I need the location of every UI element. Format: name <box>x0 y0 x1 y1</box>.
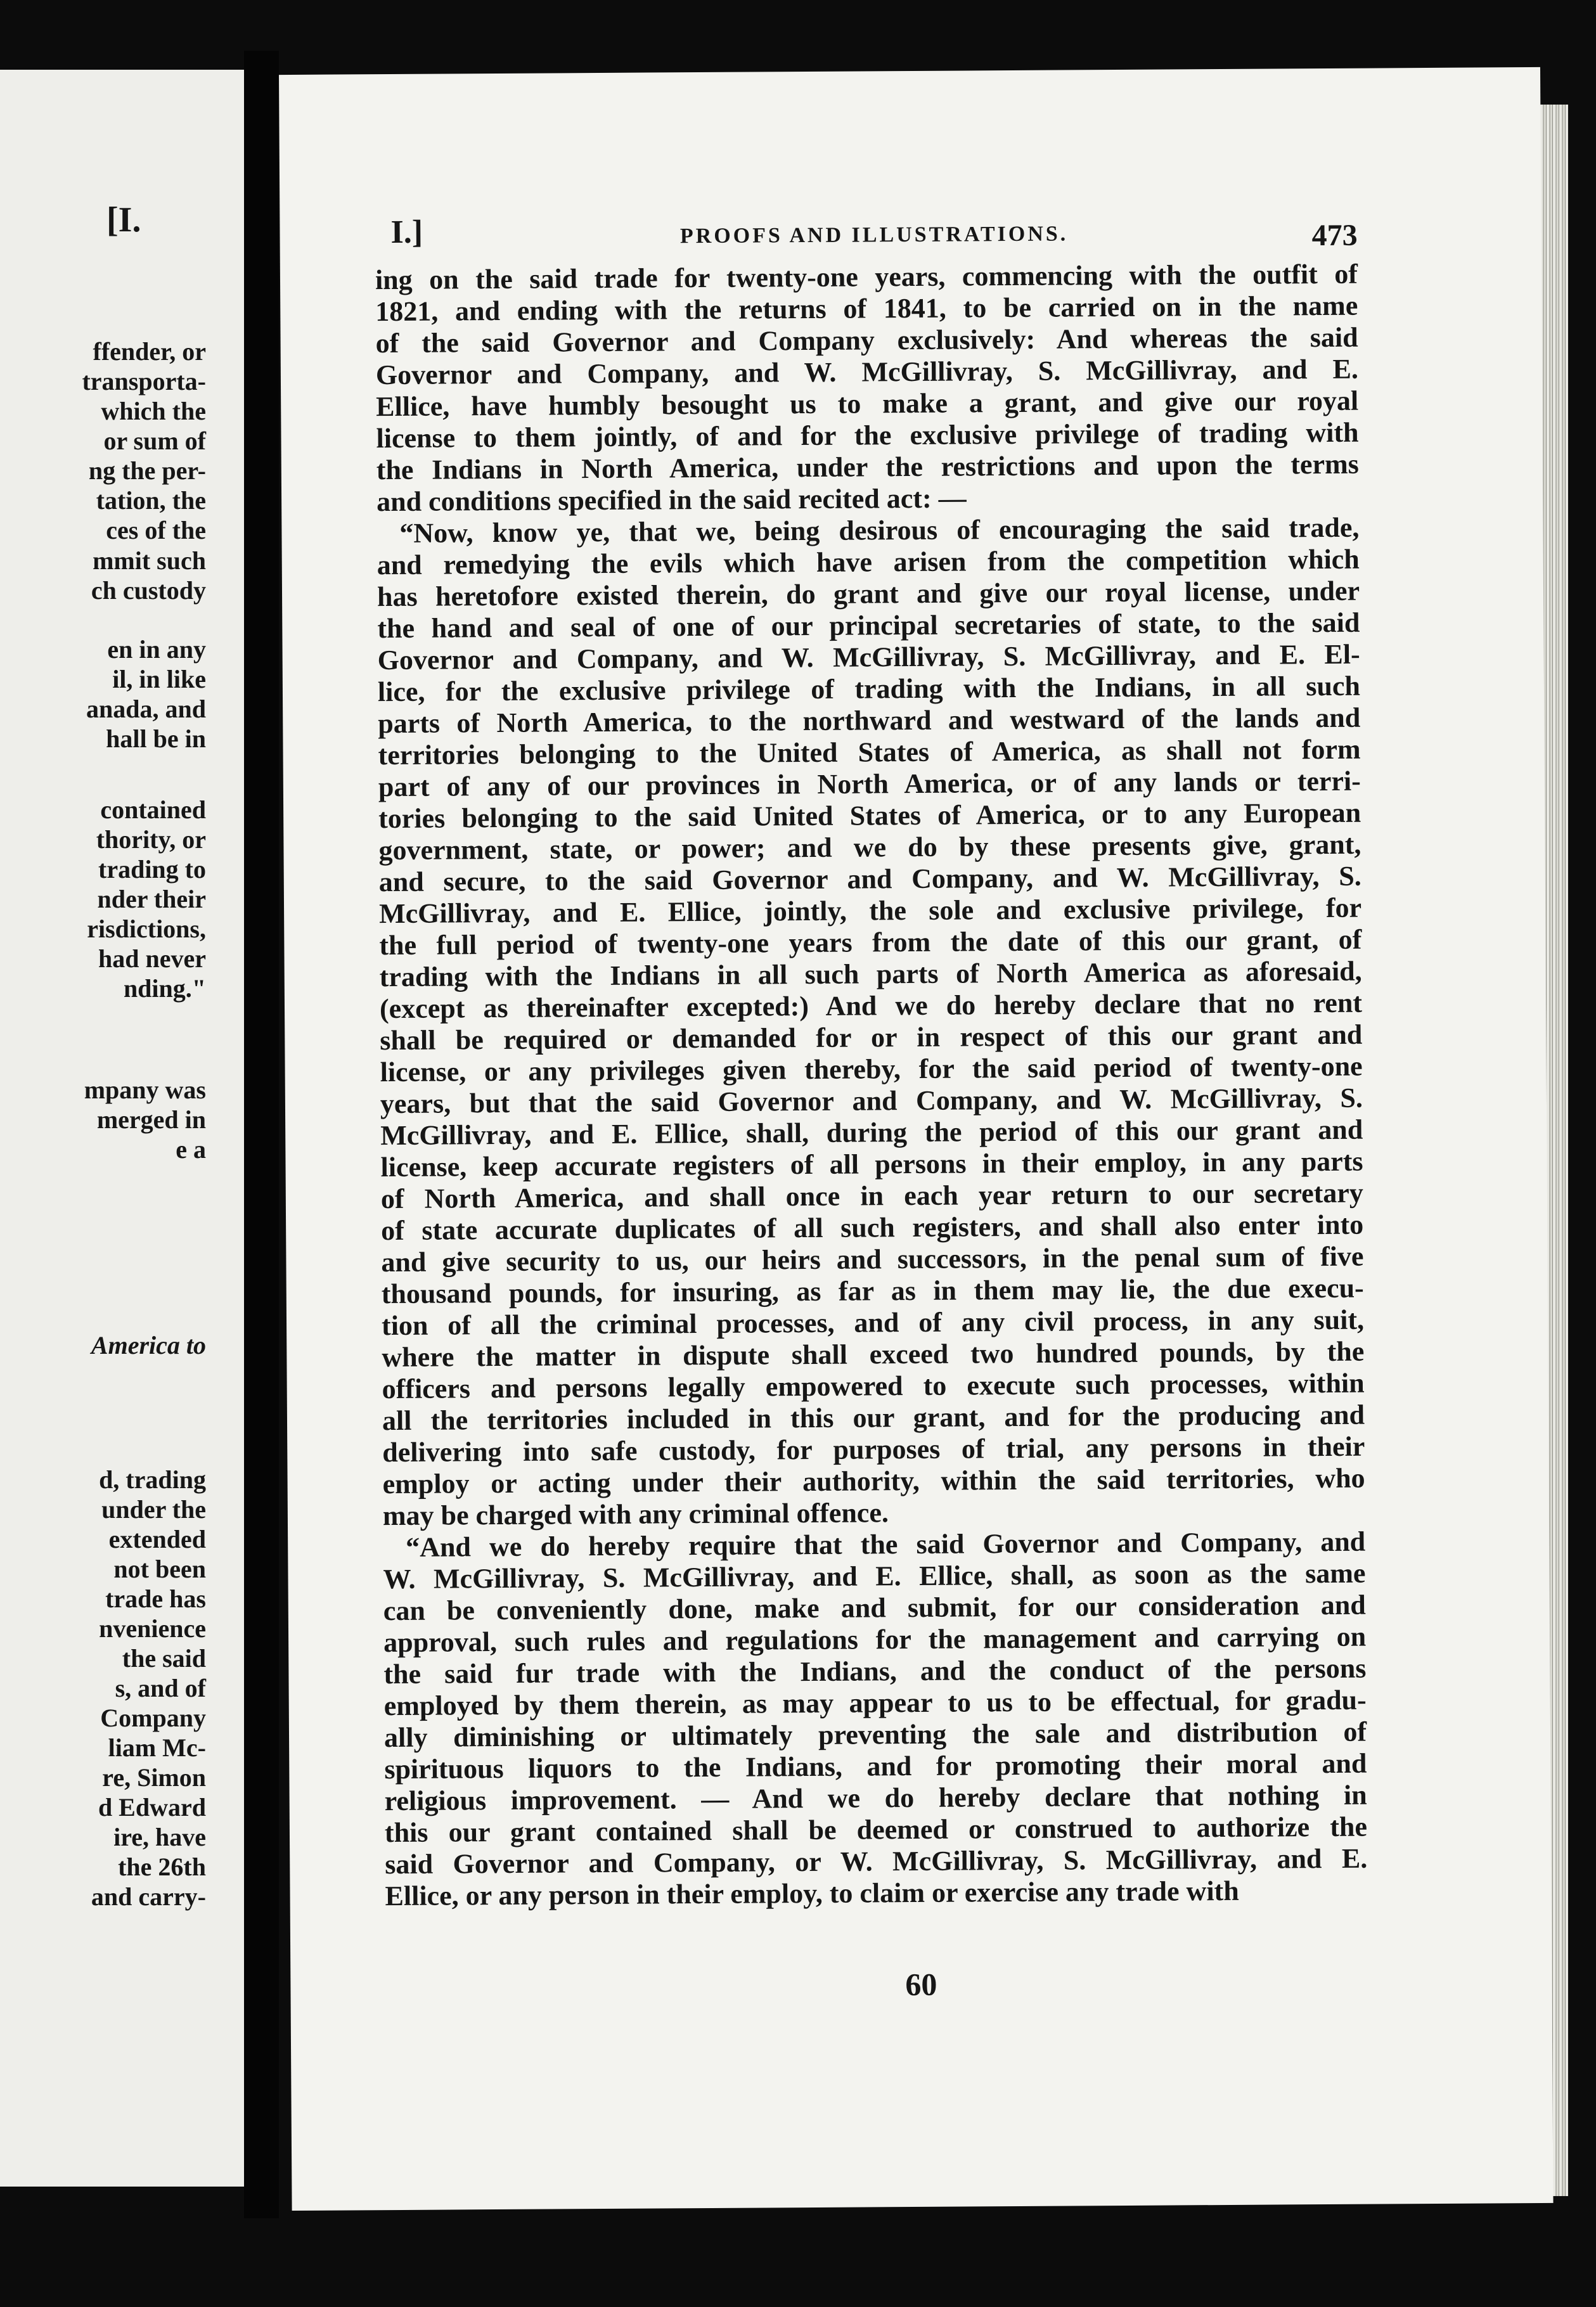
text-line: McGillivray, and E. Ellice, shall, during the period of this our grant and <box>380 1114 1363 1152</box>
text-line: ally diminishing or ultimately preventing the sale and distribution of <box>383 1716 1367 1754</box>
facing-page-line: risdictions, <box>87 915 206 943</box>
text-line: license, keep accurate registers of all persons in their employ, in any parts <box>380 1145 1363 1183</box>
text-line: Ellice, have humbly besought us to make a grant, and give our royal <box>376 385 1359 423</box>
text-line: said Governor and Company, or W. McGillivray, S. McGillivray, and E. <box>385 1842 1368 1880</box>
text-line: of the said Governor and Company exclusively: And whereas the said <box>375 321 1358 359</box>
facing-page-line: nder their <box>97 885 206 913</box>
book-page <box>279 67 1554 2211</box>
text-line: thousand pounds, for insuring, as far as in them may lie, the due execu- <box>381 1272 1364 1310</box>
facing-page-line: nding." <box>123 974 206 1003</box>
text-line: where the matter in dispute shall exceed two hundred pounds, by the <box>382 1335 1365 1373</box>
text-line: “And we do hereby require that the said Governor and Company, and <box>406 1526 1366 1563</box>
facing-page-line: e a <box>176 1135 206 1164</box>
running-title: PROOFS AND ILLUSTRATIONS. <box>679 222 1069 248</box>
text-line: religious improvement. — And we do hereby declare that nothing in <box>384 1779 1367 1817</box>
facing-page-line: re, Simon <box>102 1763 206 1792</box>
facing-page-line: d Edward <box>98 1793 206 1822</box>
text-line: can be conveniently done, make and submit, for our consideration and <box>383 1589 1366 1627</box>
text-line: may be charged with any criminal offence. <box>382 1497 889 1532</box>
facing-page-line: en in any <box>107 635 206 664</box>
facing-page-line: ch custody <box>91 576 206 605</box>
facing-page-line: s, and of <box>115 1674 206 1702</box>
facing-page-line: contained <box>100 795 206 824</box>
facing-page-line: America to <box>91 1331 206 1359</box>
facing-page-line: trade has <box>105 1584 206 1613</box>
text-line: this our grant contained shall be deemed or construed to authorize the <box>384 1811 1368 1849</box>
facing-page-line: transporta- <box>82 367 206 395</box>
text-line: officers and persons legally empowered to execute such processes, within <box>382 1367 1365 1405</box>
facing-page-text <box>0 70 244 2187</box>
text-line: the Indians in North America, under the restrictions and upon the terms <box>376 448 1359 486</box>
facing-page-line: hall be in <box>106 724 206 753</box>
text-line: and remedying the evils which have arisen from the competition which <box>376 543 1360 581</box>
facing-page-line: tation, the <box>96 486 206 515</box>
text-line: shall be required or demanded for or in respect of this our grant and <box>380 1019 1363 1057</box>
text-line: delivering into safe custody, for purposes of trial, any persons in their <box>382 1430 1365 1468</box>
text-line: years, but that the said Governor and Company, and W. McGillivray, S. <box>380 1082 1363 1120</box>
section-marker: I.] <box>390 214 423 251</box>
text-line: Governor and Company, and W. McGillivray, S. McGillivray, and E. El- <box>377 638 1360 676</box>
facing-page-line: ire, have <box>113 1823 206 1851</box>
text-line: of state accurate duplicates of all such registers, and shall also enter into <box>381 1209 1364 1247</box>
text-line: spirituous liquors to the Indians, and for promoting their moral and <box>384 1747 1367 1785</box>
facing-page-line: which the <box>101 397 206 425</box>
text-line: license, or any privileges given thereby, for the said period of twenty-one <box>380 1050 1363 1088</box>
text-line: approval, such rules and regulations for the management and carrying on <box>383 1621 1367 1659</box>
facing-page-line: thority, or <box>96 825 206 854</box>
facing-page-line: or sum of <box>103 427 206 455</box>
text-line: employed by them therein, as may appear to us to be effectual, for gradu- <box>383 1684 1367 1722</box>
text-line: and secure, to the said Governor and Company, and W. McGillivray, S. <box>378 860 1361 898</box>
text-line: 1821, and ending with the returns of 1841, to be carried on in the name <box>375 290 1358 328</box>
facing-page-line: trading to <box>98 855 206 884</box>
facing-page-line: liam Mc- <box>108 1733 206 1762</box>
text-line: and give security to us, our heirs and successors, in the penal sum of five <box>381 1240 1364 1278</box>
facing-page-line: d, trading <box>99 1465 206 1494</box>
text-line: government, state, or power; and we do by these presents give, grant, <box>378 828 1361 866</box>
facing-page-line: not been <box>113 1555 206 1583</box>
text-line: lice, for the exclusive privilege of trading with the Indians, in all such <box>377 670 1361 708</box>
facing-page-line: and carry- <box>91 1882 206 1911</box>
facing-page-line: ng the per- <box>88 456 206 485</box>
text-line: Governor and Company, and W. McGillivray, S. McGillivray, and E. <box>375 353 1359 391</box>
text-line: Ellice, or any person in their employ, to claim or exercise any trade with <box>385 1875 1239 1912</box>
facing-page-line: il, in like <box>112 665 206 693</box>
text-line: ing on the said trade for twenty-one years, commencing with the outfit of <box>375 258 1358 296</box>
facing-page-line: mmit such <box>93 546 206 575</box>
page-number: 473 <box>1311 218 1358 253</box>
facing-page-line: merged in <box>96 1105 206 1134</box>
facing-page-line: ffender, or <box>93 337 206 366</box>
text-line: license to them jointly, of and for the exclusive privilege of trading with <box>376 416 1359 454</box>
text-line: the said fur trade with the Indians, and the conduct of the persons <box>383 1652 1367 1690</box>
text-line: parts of North America, to the northward and westward of the lands and <box>378 702 1361 740</box>
facing-page-line: under the <box>101 1495 206 1524</box>
facing-page-line: nvenience <box>99 1614 206 1643</box>
facing-page <box>0 70 244 2187</box>
text-line: “Now, know ye, that we, being desirous of encouraging the said trade, <box>399 511 1360 549</box>
text-line: the full period of twenty-one years from the date of this our grant, of <box>379 923 1362 961</box>
facing-page-line: anada, and <box>86 695 206 723</box>
text-line: tion of all the criminal processes, and of any civil process, in any suit, <box>381 1304 1365 1342</box>
text-line: employ or acting under their authority, within the said territories, who <box>382 1462 1365 1500</box>
facing-page-line: ces of the <box>106 516 206 544</box>
text-line: part of any of our provinces in North America, or of any lands or terri- <box>378 765 1361 803</box>
text-line: of North America, and shall once in each year return to our secretary <box>380 1177 1363 1215</box>
facing-page-line: the said <box>122 1644 206 1673</box>
signature-mark: 60 <box>905 1966 937 2003</box>
text-line: the hand and seal of one of our principal secretaries of state, to the said <box>377 607 1360 645</box>
book-gutter <box>244 51 279 2218</box>
text-line: all the territories included in this our grant, and for the producing and <box>382 1399 1365 1437</box>
text-line: tories belonging to the said United States of America, or to any European <box>378 797 1361 835</box>
facing-page-line: had never <box>98 944 206 973</box>
text-line: trading with the Indians in all such parts of North America as aforesaid, <box>379 955 1362 993</box>
text-line: has heretofore existed therein, do grant and give our royal license, under <box>376 575 1360 613</box>
text-line: (except as thereinafter excepted:) And we do hereby declare that no rent <box>379 987 1363 1025</box>
facing-page-line: Company <box>100 1704 206 1732</box>
facing-page-line: extended <box>108 1525 206 1553</box>
body-text <box>375 259 1368 1912</box>
facing-page-header: [I. <box>106 200 141 240</box>
running-header <box>390 208 1357 258</box>
text-line: territories belonging to the United States of America, as shall not form <box>378 733 1361 771</box>
text-line: and conditions specified in the said recited act: — <box>376 482 967 518</box>
text-line: W. McGillivray, S. McGillivray, and E. Ellice, shall, as soon as the same <box>383 1557 1366 1595</box>
facing-page-line: the 26th <box>118 1853 206 1881</box>
text-line: McGillivray, and E. Ellice, jointly, the sole and exclusive privilege, for <box>378 892 1362 930</box>
facing-page-line: mpany was <box>84 1076 206 1104</box>
